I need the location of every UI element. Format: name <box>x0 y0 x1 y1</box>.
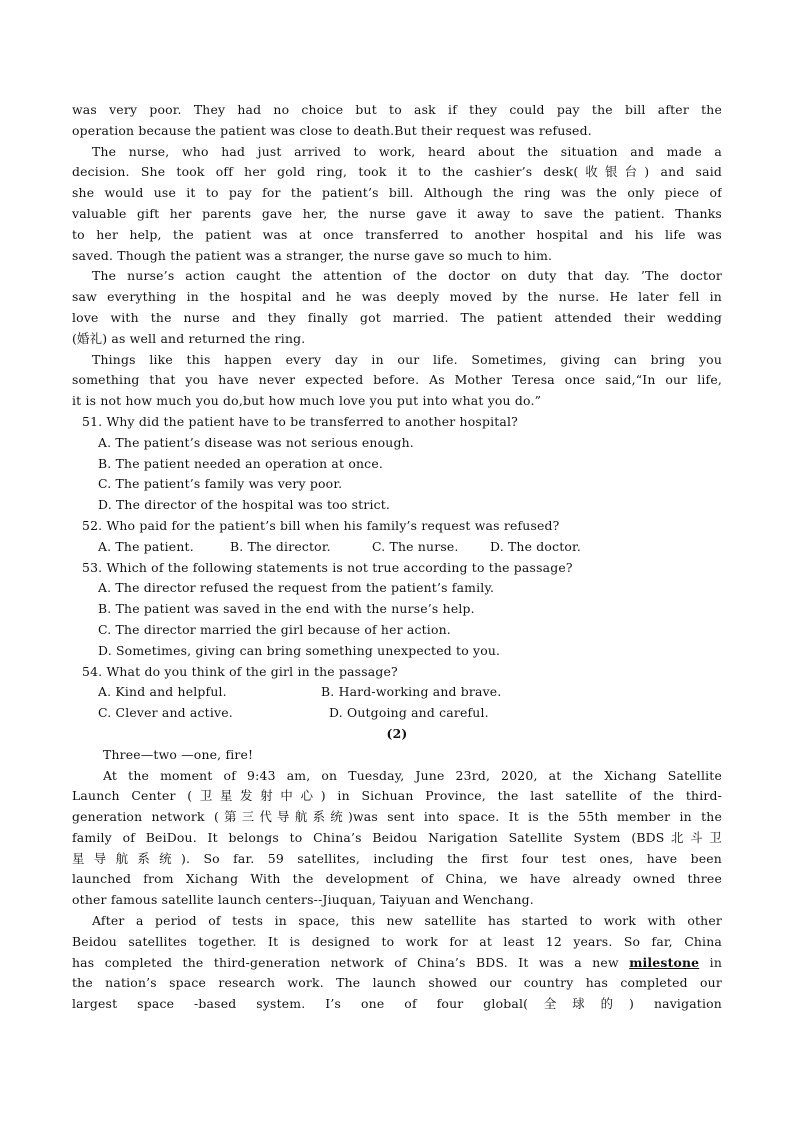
option-51-c: C. The patient’s family was very poor. <box>98 476 343 492</box>
text-line: 星导航系统). So far. 59 satellites, including the first four test ones, have been <box>72 850 722 866</box>
text-segment: in <box>709 954 722 970</box>
text-line: the nation’s space research work. The launch showed our country has completed our <box>72 975 722 991</box>
option-53-c: C. The director married the girl because of her action. <box>98 621 451 637</box>
text-line: decision. She took off her gold ring, took it to the cashier’s desk(收银台) and said <box>72 164 722 180</box>
options-row-52 <box>72 537 722 558</box>
text-line: valuable gift her parents gave her, the nurse gave it away to save the patient. Thanks <box>72 205 722 221</box>
text-line: family of BeiDou. It belongs to China’s Beidou Narigation Satellite System (BDS北斗卫 <box>72 829 722 845</box>
text-line: operation because the patient was close to death.But their request was refused. <box>72 122 592 138</box>
text-line-with-keyword <box>72 953 722 974</box>
text-line: At the moment of 9:43 am, on Tuesday, June 23rd, 2020, at the Xichang Satellite <box>103 767 722 783</box>
text-line: (婚礼) as well and returned the ring. <box>72 330 306 346</box>
text-line: saved. Though the patient was a stranger, the nurse gave so much to him. <box>72 247 553 263</box>
option-53-b: B. The patient was saved in the end with the nurse’s help. <box>98 601 475 617</box>
option-54-a: A. Kind and helpful. <box>98 684 227 700</box>
text-line: Beidou satellites together. It is designed to work for at least 12 years. So far, China <box>72 933 722 949</box>
text-line: love with the nurse and they finally got married. The patient attended their wedding <box>72 309 722 325</box>
options-row-54-ab <box>72 682 722 703</box>
text-line: she would use it to pay for the patient’s bill. Although the ring was the only piece of <box>72 185 722 201</box>
option-51-a: A. The patient’s disease was not serious enough. <box>98 434 414 450</box>
text-line: saw everything in the hospital and he was deeply moved by the nurse. He later fell in <box>72 289 722 305</box>
option-51-d: D. The director of the hospital was too strict. <box>98 497 391 513</box>
passage-title: Three—two —one, fire! <box>103 746 254 762</box>
text-line: The nurse’s action caught the attention of the doctor on duty that day. ’The doctor <box>92 268 722 284</box>
text-line: something that you have never expected before. As Mother Teresa once said,“In our life, <box>72 372 722 388</box>
question-stem-54: 54. What do you think of the girl in the passage? <box>82 663 398 679</box>
text-line: launched from Xichang With the development of China, we have already owned three <box>72 871 722 887</box>
keyword-milestone: milestone <box>629 954 700 970</box>
option-54-d: D. Outgoing and careful. <box>329 705 489 721</box>
question-stem-52: 52. Who paid for the patient’s bill when his family’s request was refused? <box>82 517 560 533</box>
option-51-b: B. The patient needed an operation at once. <box>98 455 383 471</box>
text-line: largest space -based system. I’s one of four global(全球的) navigation <box>72 996 722 1012</box>
option-52-d: D. The doctor. <box>490 538 581 554</box>
text-line: Launch Center (卫星发射中心) in Sichuan Province, the last satellite of the third- <box>72 788 722 804</box>
option-53-a: A. The director refused the request from the patient’s family. <box>98 580 495 596</box>
option-54-c: C. Clever and active. <box>98 705 233 721</box>
option-52-a: A. The patient. <box>98 538 194 554</box>
option-52-b: B. The director. <box>230 538 331 554</box>
text-line: it is not how much you do,but how much love you put into what you do.” <box>72 393 542 409</box>
document-page <box>72 100 722 1015</box>
options-row-54-cd <box>72 703 722 724</box>
text-line: other famous satellite launch centers--Jiuquan, Taiyuan and Wenchang. <box>72 892 534 908</box>
question-stem-51: 51. Why did the patient have to be transferred to another hospital? <box>82 413 519 429</box>
section-label: (2) <box>386 725 408 741</box>
text-line: After a period of tests in space, this new satellite has started to work with other <box>92 913 722 929</box>
text-line: The nurse, who had just arrived to work, heard about the situation and made a <box>92 143 722 159</box>
text-line: to her help, the patient was at once transferred to another hospital and his life was <box>72 226 722 242</box>
option-54-b: B. Hard-working and brave. <box>321 684 502 700</box>
text-line: generation network (第三代导航系统)was sent into space. It is the 55th member in the <box>72 809 722 825</box>
text-line: was very poor. They had no choice but to ask if they could pay the bill after the <box>72 102 722 117</box>
text-segment: has completed the third-generation network of China’s BDS. It was a new <box>72 954 619 970</box>
text-line: Things like this happen every day in our life. Sometimes, giving can bring you <box>92 351 722 367</box>
option-53-d: D. Sometimes, giving can bring something unexpected to you. <box>98 642 501 658</box>
question-stem-53: 53. Which of the following statements is not true according to the passage? <box>82 559 573 575</box>
option-52-c: C. The nurse. <box>372 538 459 554</box>
